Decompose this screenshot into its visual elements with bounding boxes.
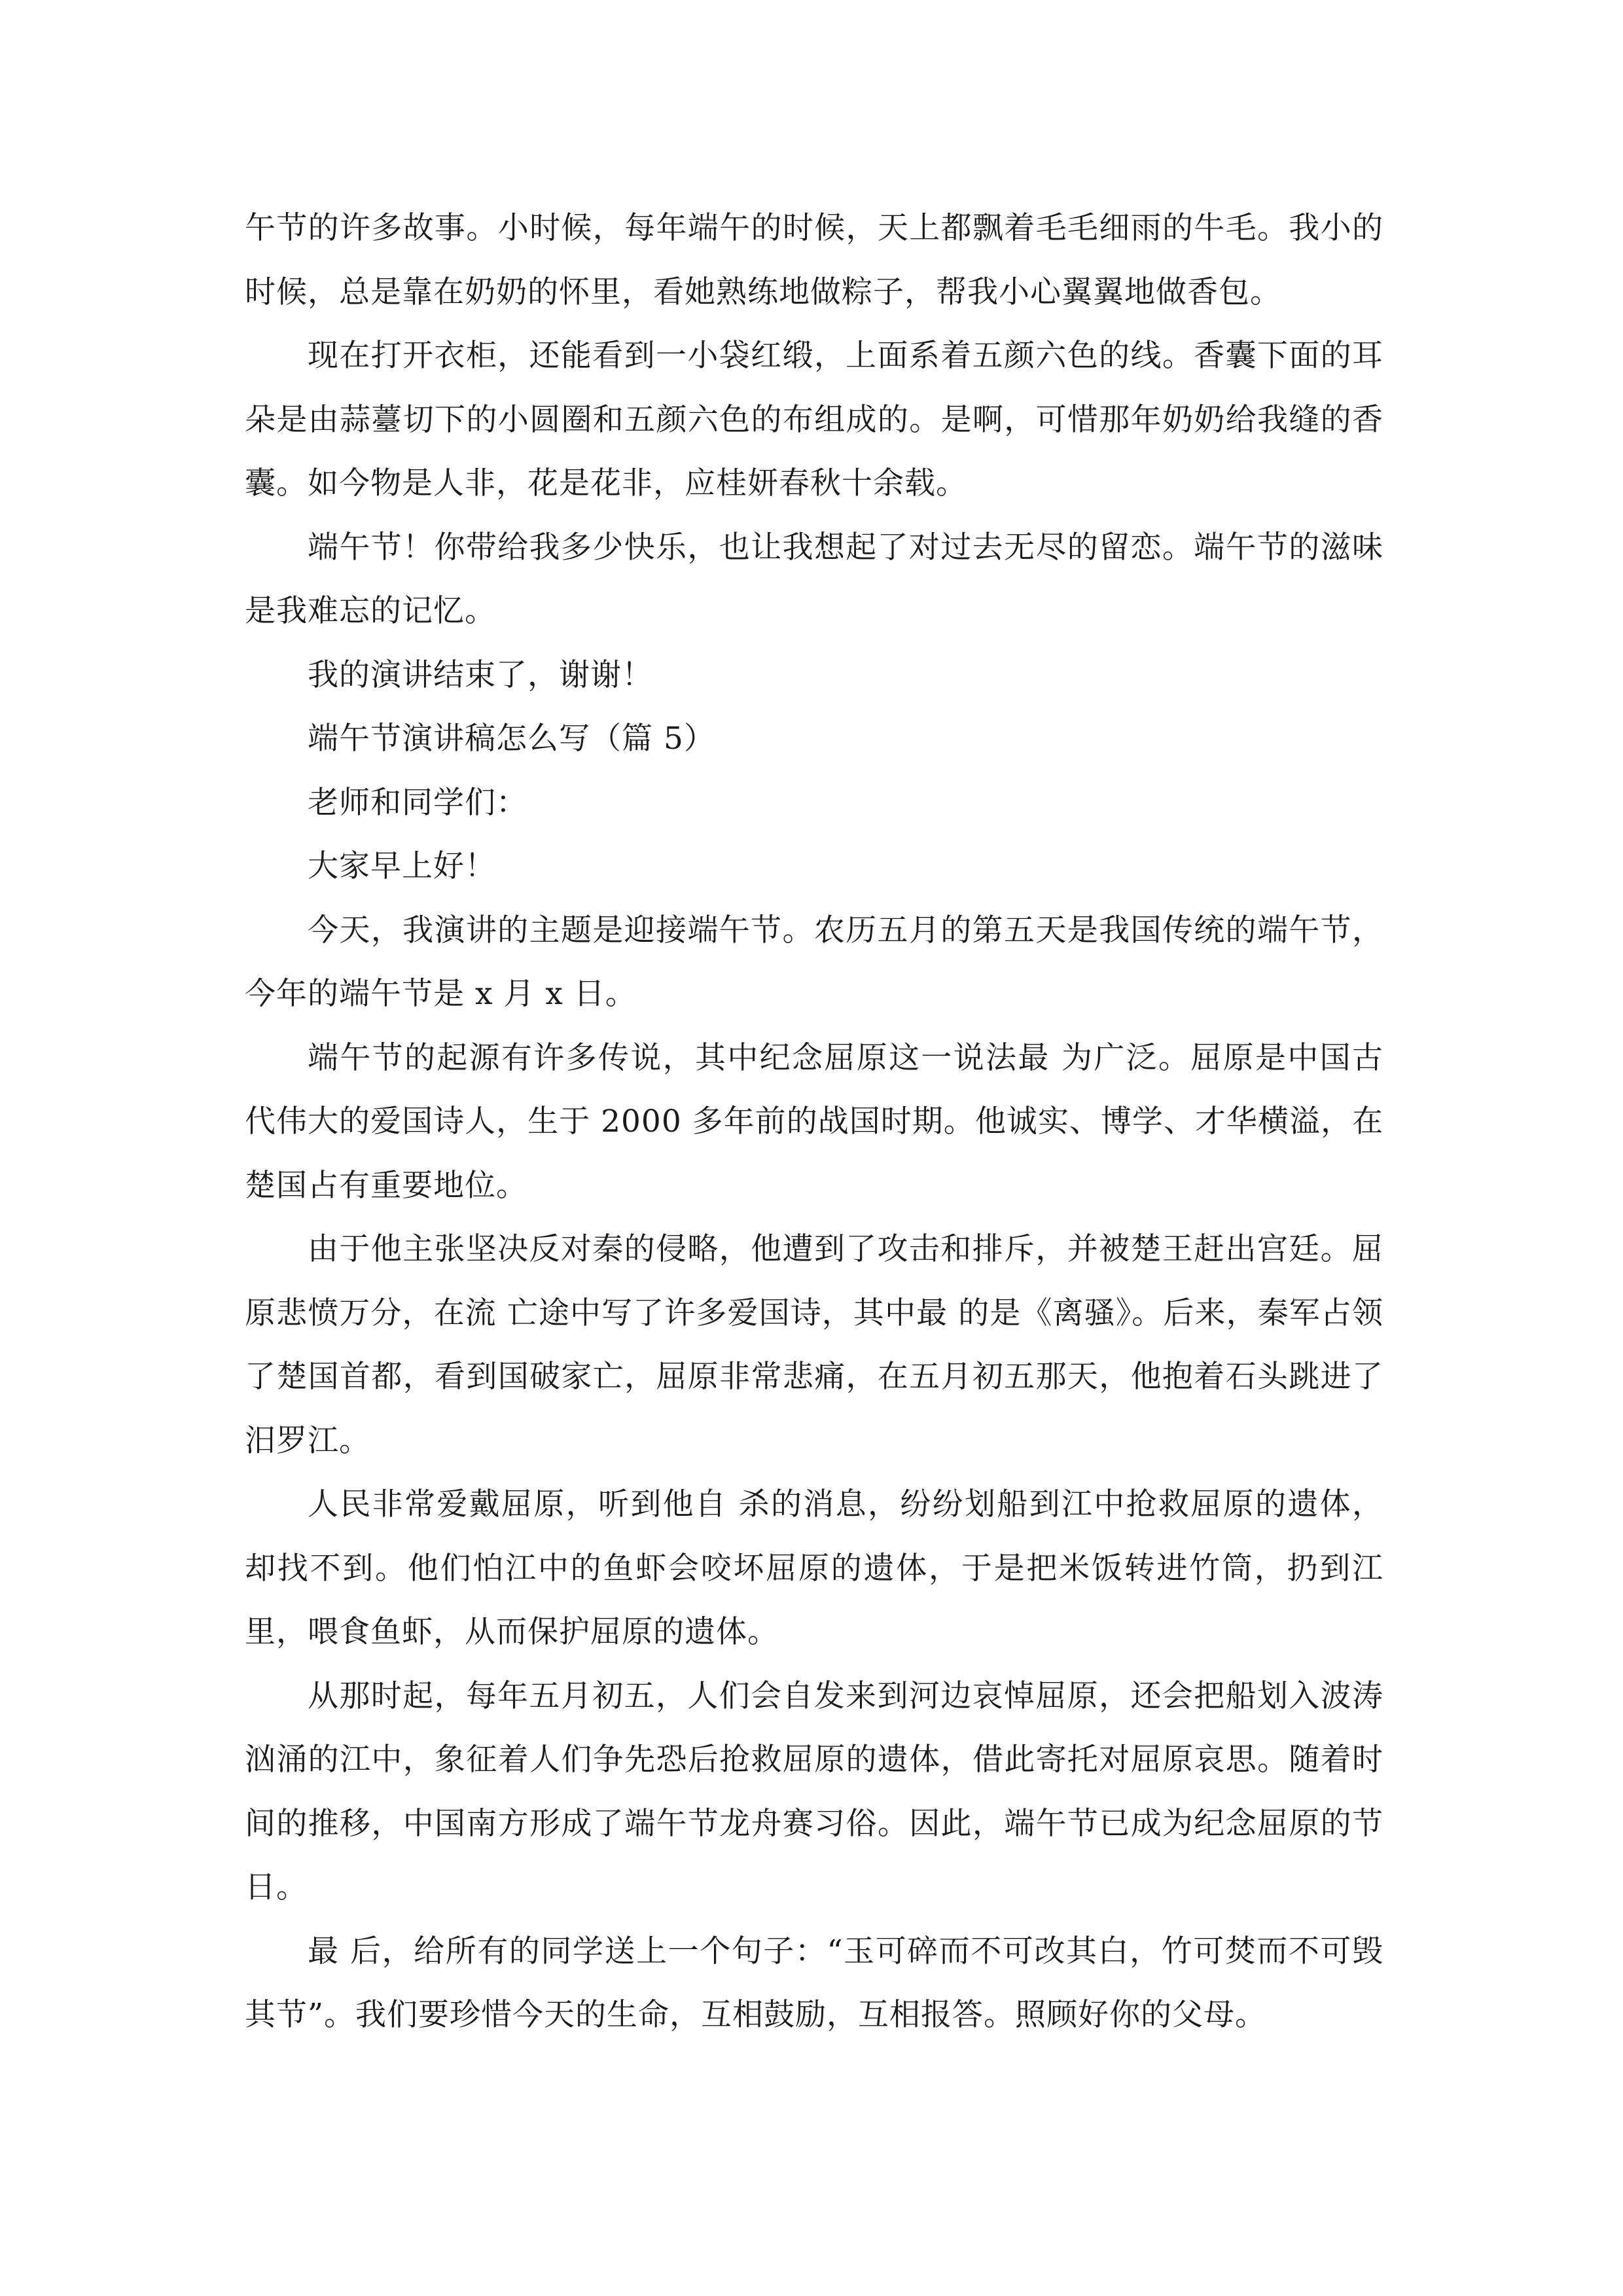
document-body bbox=[245, 196, 1383, 2047]
paragraph: 由于他主张坚决反对秦的侵略，他遭到了攻击和排斥，并被楚王赶出宫廷。屈原悲愤万分，在流 亡途中写了许多爱国诗，其中最 的是《离骚》。后来，秦军占领了楚国首都，看到国破家亡，屈原非常悲痛，在五月初五那天，他抱着石头跳进了汨罗江。 bbox=[245, 1231, 1383, 1459]
salutation: 老师和同学们： bbox=[308, 784, 527, 821]
paragraph: 从那时起，每年五月初五，人们会自发来到河边哀悼屈原，还会把船划入波涛汹涌的江中，象征着人们争先恐后抢救屈原的遗体，借此寄托对屈原哀思。随着时间的推移，中国南方形成了端午节龙舟赛习俗。因此，端午节已成为纪念屈原的节日。 bbox=[245, 1677, 1383, 1905]
paragraph: 人民非常爱戴屈原，听到他自 杀的消息，纷纷划船到江中抢救屈原的遗体，却找不到。他们怕江中的鱼虾会咬坏屈原的遗体，于是把米饭转进竹筒，扔到江里，喂食鱼虾，从而保护屈原的遗体。 bbox=[245, 1486, 1383, 1650]
paragraph: 我的演讲结束了，谢谢！ bbox=[308, 656, 653, 693]
greeting: 大家早上好！ bbox=[308, 848, 496, 884]
paragraph: 今天，我演讲的主题是迎接端午节。农历五月的第五天是我国传统的端午节，今年的端午节是 x 月 x 日。 bbox=[245, 912, 1383, 1012]
paragraph: 最 后，给所有的同学送上一个句子：“玉可碎而不可改其白，竹可焚而不可毁其节”。我们要珍惜今天的生命，互相鼓励，互相报答。照顾好你的父母。 bbox=[245, 1933, 1383, 2033]
paragraph: 现在打开衣柜，还能看到一小袋红缎，上面系着五颜六色的线。香囊下面的耳朵是由蒜薹切下的小圆圈和五颜六色的布组成的。是啊，可惜那年奶奶给我缝的香囊。如今物是人非，花是花非，应桂妍春秋十余载。 bbox=[245, 338, 1383, 501]
paragraph: 端午节的起源有许多传说，其中纪念屈原这一说法最 为广泛。屈原是中国古代伟大的爱国诗人，生于 2000 多年前的战国时期。他诚实、博学、才华横溢，在楚国占有重要地位。 bbox=[245, 1039, 1383, 1204]
paragraph: 午节的许多故事。小时候，每年端午的时候，天上都飘着毛毛细雨的牛毛。我小的时候，总是靠在奶奶的怀里，看她熟练地做粽子，帮我小心翼翼地做香包。 bbox=[245, 210, 1383, 310]
section-heading: 端午节演讲稿怎么写（篇 5） bbox=[308, 721, 715, 757]
paragraph: 端午节！你带给我多少快乐，也让我想起了对过去无尽的留恋。端午节的滋味是我难忘的记忆。 bbox=[245, 529, 1383, 629]
